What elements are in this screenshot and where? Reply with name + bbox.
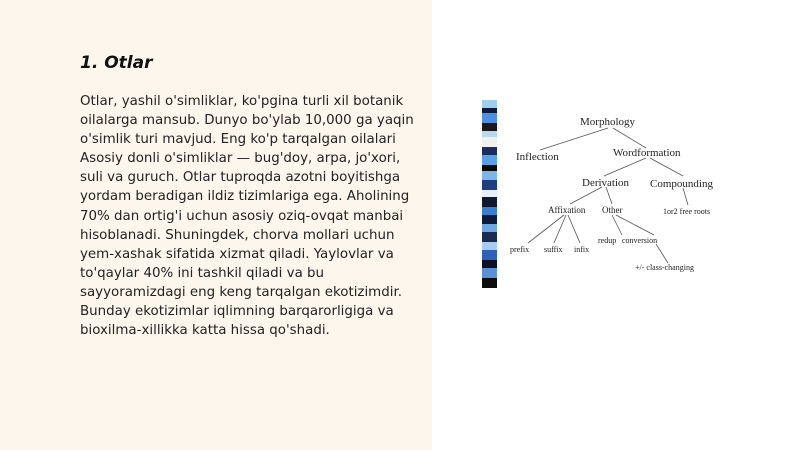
node-free-roots: 1or2 free roots — [663, 207, 711, 216]
node-suffix: suffix — [544, 245, 563, 254]
node-redup: redup — [598, 236, 617, 245]
node-class-changing: +/- class-changing — [635, 263, 694, 272]
node-inflection: Inflection — [516, 151, 559, 163]
node-other: Other — [602, 205, 623, 215]
color-strip — [482, 100, 497, 288]
node-conversion: conversion — [622, 236, 658, 245]
morphology-tree-diagram — [478, 98, 738, 290]
node-compounding: Compounding — [650, 178, 713, 190]
slide-body-text: Otlar, yashil o'simliklar, ko'pgina turli xil botanik oilalarga mansub. Dunyo bo'ylab 10,000 ga yaqin o'simlik turi mavjud. Eng ko'p tarqalgan oilalari Asosiy donli o'simliklar — bug'doy, arpa, jo'xori, suli va guruch. Otlar tuproqda azotni boyitishga yordam beradigan ildiz tizimlariga ega. Aholining 70% dan ortig'i uchun asosiy oziq-ovqat manbai hisoblanadi. Shuningdek, chorva mollari uchun yem-xashak sifatida xizmat qiladi. Yaylovlar va to'qaylar 40% ini tashkil qiladi va bu sayyoramizdagi eng keng tarqalgan ekotizimdir. Bunday ekotizimlar iqlimning barqarorligiga va bioxilma-xillikka katta hissa qo'shadi. — [80, 94, 414, 339]
node-affixation: Affixation — [548, 205, 586, 215]
slide-title: 1. Otlar — [80, 53, 153, 73]
node-morphology: Morphology — [580, 116, 635, 128]
node-prefix: prefix — [510, 245, 530, 254]
node-infix: infix — [574, 245, 590, 254]
node-derivation: Derivation — [582, 177, 630, 189]
node-wordformation: Wordformation — [613, 147, 681, 159]
